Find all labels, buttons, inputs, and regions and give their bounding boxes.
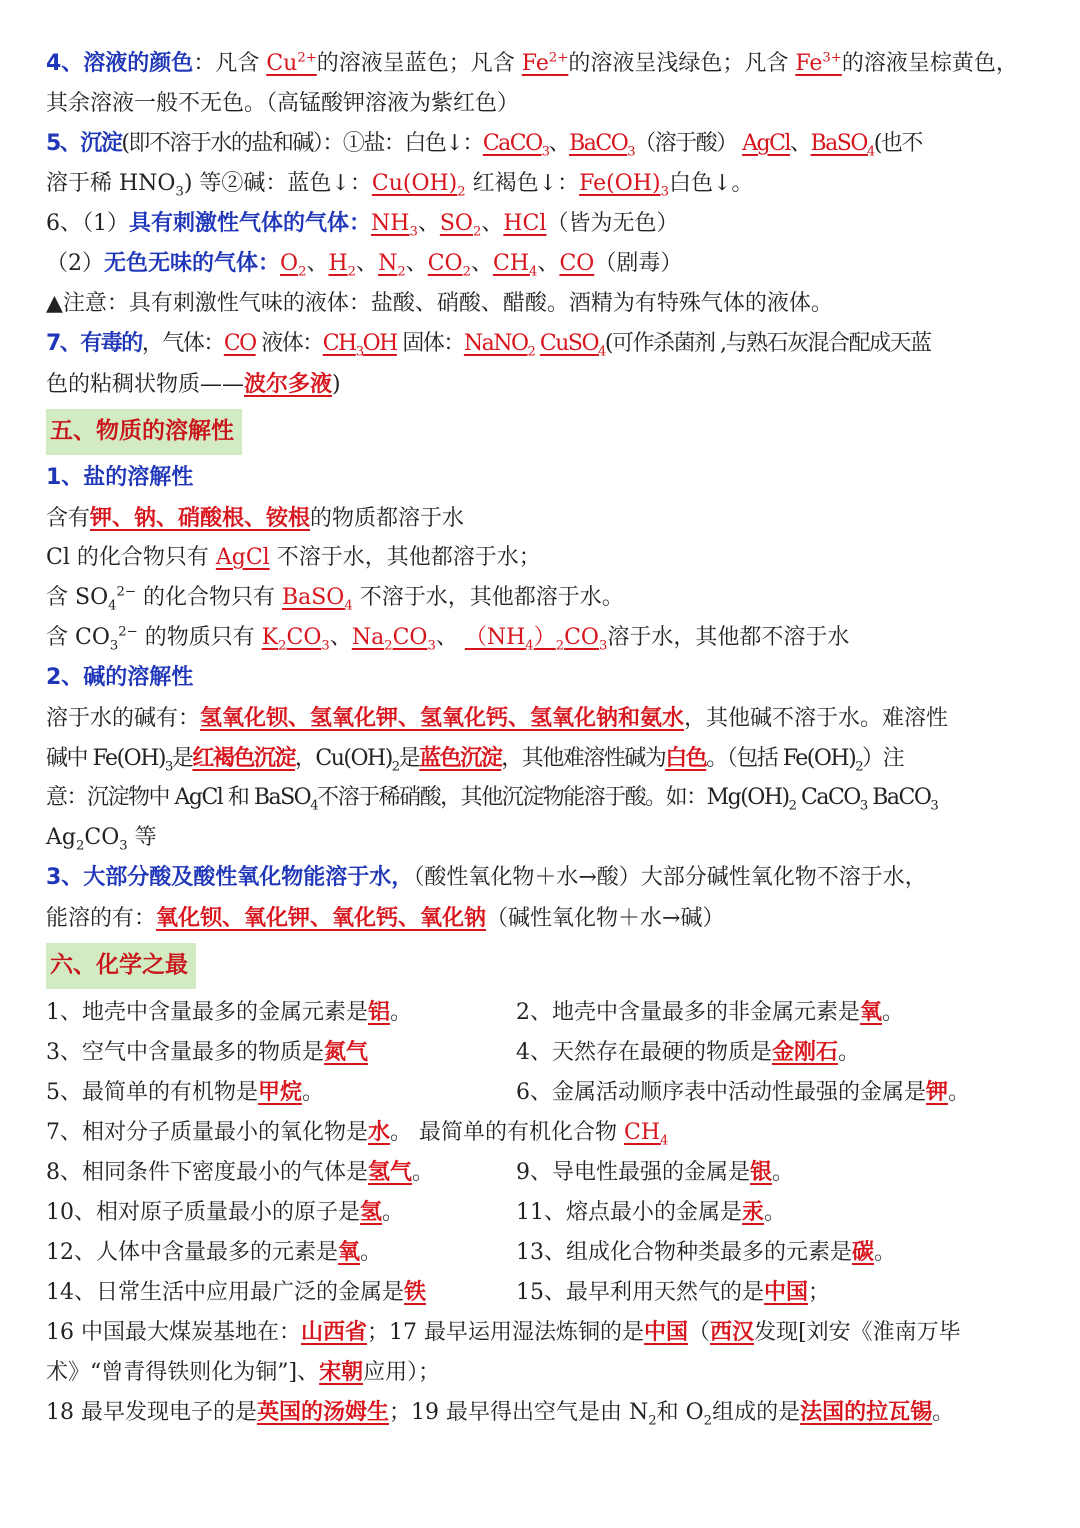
precipitate-line-2: 溶于稀 $HNO_3$) 等②碱：蓝色↓：$Cu(OH)_2$ 红褐色↓：$Fe(OH)_3$白色↓。 [46,171,754,200]
acid-line-2: 能溶的有：氧化钡、氧化钾、氧化钙、氧化钠（碱性氧化物＋水→碱） [46,905,725,931]
text: 的溶液呈棕黄色， [841,51,1018,76]
superlative-row: 18 最早发现电子的是英国的汤姆生；19 最早得出空气是由 $N_2$和 $O_2$组成的是法国的拉瓦锡。 [46,1399,955,1429]
solution-color-line-1 [46,44,1036,84]
section-title-solubility: 五、物质的溶解性 [46,406,1036,458]
formula-ch4: $CH_4$ [493,251,538,280]
formula-ch3oh: $CH_3OH$ [322,331,397,360]
formula-o2: $O_2$ [280,251,307,280]
formula-caco3: CaCO$_3$ [482,131,549,160]
salt-line-1: 含有钾、钠、硝酸根、铵根的物质都溶于水 [46,505,465,531]
answer-bordeaux: 波尔多液 [244,371,333,397]
solution-color-line-2: 其余溶液一般不无色。（高锰酸钾溶液为紫红色） [46,91,520,116]
answer: 甲烷 [258,1079,303,1105]
heading: 7、有毒的 [46,331,142,356]
answer: 金刚石 [772,1039,839,1065]
superlative-row: 14、日常生活中应用最广泛的金属是铁 15、最早利用天然气的是中国； [46,1279,831,1305]
answer: 氮气 [324,1039,369,1065]
formula-n2: $N_2$ [378,251,406,280]
text: 的溶液呈浅绿色；凡含 [568,51,796,76]
precipitate-line-1: 5、沉淀(即不溶于水的盐和碱）：①盐：白色↓：CaCO$_3$、BaCO$_3$（溶于酸） AgCl、BaSO$_4$(也不 [46,131,922,160]
superlative-row: 10、相对原子质量最小的原子是氢。 11、熔点最小的金属是汞。 [46,1199,787,1225]
answer: 中国 [764,1279,809,1305]
salt-line-2: Cl 的化合物只有 AgCl 不溶于水，其他都溶于水； [46,545,541,570]
formula-agcl: AgCl [215,545,270,570]
salt-line-3: 含 $SO_4^{2-}$ 的化合物只有 BaSO$_4$ 不溶于水，其他都溶于水。 [46,584,624,614]
answer-red-brown: 红褐色沉淀 [192,745,295,771]
toxic-line-2: 色的粘稠状物质——波尔多液) [46,371,341,397]
base-line-4: $Ag_2CO_3$ 等 [46,825,157,854]
formula-h2: $H_2$ [328,251,357,280]
superlative-row: 16 中国最大煤炭基地在：山西省；17 最早运用湿法炼铜的是中国（西汉发现[刘安《淮南万毕 [46,1319,961,1345]
gases-line-1: 6、（1）具有刺激性气体的气体：$NH_3$、$SO_2$、HCl（皆为无色） [46,211,679,240]
answer: 氢 [360,1199,383,1225]
heading: 无色无味的气体： [104,251,281,276]
section-title-chemistry-superlatives: 六、化学之最 [46,940,1036,992]
salt-line-4: 含 $CO_3^{2-}$ 的物质只有 $K_2CO_3$、$Na_2CO_3$、 $(NH_4)_2CO_3$溶于水，其他都不溶于水 [46,624,850,654]
note-line: ▲注意：具有刺激性气味的液体：盐酸、硝酸、醋酸。酒精为有特殊气体的液体。 [46,291,833,316]
superlative-row: 12、人体中含量最多的元素是氧。 13、组成化合物种类最多的元素是碳。 [46,1239,897,1265]
heading: 4、溶液的颜色 [46,51,194,76]
subheading-salt-solubility: 1、盐的溶解性 [46,465,194,490]
superlative-row: 5、最简单的有机物是甲烷。 6、金属活动顺序表中活动性最强的金属是钾。 [46,1079,971,1105]
gases-line-2: （2）无色无味的气体：$O_2$、$H_2$、$N_2$、$CO_2$、$CH_4$、CO（剧毒） [46,251,683,280]
answer: 西汉 [710,1319,755,1345]
answer: 中国 [644,1319,689,1345]
base-line-2: 碱中 $Fe(OH)_3$是红褐色沉淀，$Cu(OH)_2$是蓝色沉淀，其他难溶性碱为白色。（包括 $Fe(OH)_2$）注 [46,745,904,775]
answer: 铁 [404,1279,427,1305]
formula-baso4: BaSO$_4$ [810,131,874,160]
formula-cu: $Cu^{2+}$ [266,50,317,76]
formula-fe2: $Fe^{2+}$ [521,50,569,76]
answer: 银 [750,1159,773,1185]
formula-na2co3: $Na_2CO_3$ [351,625,436,654]
formula-co: CO [223,331,256,356]
answer: 水 [368,1119,391,1145]
text: ：凡含 [193,51,267,76]
answer: 法国的拉瓦锡 [800,1399,933,1425]
formula-feoh3: $Fe(OH)_3$ [579,171,669,200]
formula-fe3: $Fe^{3+}$ [795,50,842,76]
superlative-row: 3、空气中含量最多的物质是氮气 4、天然存在最硬的物质是金刚石。 [46,1039,861,1065]
answer-ions: 钾、钠、硝酸根、铵根 [90,505,311,531]
answer: 氧 [338,1239,361,1265]
formula-so2: $SO_2$ [439,211,482,240]
answer: 山西省 [301,1319,368,1345]
superlative-row: 8、相同条件下密度最小的气体是氢气。 9、导电性最强的金属是银。 [46,1159,795,1185]
formula-baso4: BaSO$_4$ [281,585,353,614]
text: (即不溶于水的盐和碱）：①盐：白色↓： [121,131,483,156]
superlative-row: 7、相对分子质量最小的氧化物是水。 最简单的有机化合物 $CH_4$ [46,1119,669,1149]
heading: 具有刺激性气体的气体： [129,211,372,236]
formula-nano2: NaNO$_2$ [463,331,535,360]
answer-oxides: 氧化钡、氧化钾、氧化钙、氧化钠 [156,905,487,931]
formula-agcl: AgCl [742,131,790,156]
superlative-row: 1、地壳中含量最多的金属元素是铝。 2、地壳中含量最多的非金属元素是氧。 [46,999,905,1025]
answer-white: 白色 [665,745,707,771]
answer: 宋朝 [319,1359,364,1385]
answer: 英国的汤姆生 [257,1399,390,1425]
heading: 3、大部分酸及酸性氧化物能溶于水， [46,865,414,890]
formula-cuoh2: $Cu(OH)_2$ [371,171,466,200]
answer: 钾 [926,1079,949,1105]
base-line-1: 溶于水的碱有：氢氧化钡、氢氧化钾、氢氧化钙、氢氧化钠和氨水，其他碱不溶于水。难溶性 [46,705,949,731]
formula-ch4: $CH_4$ [624,1120,669,1149]
formula-co: CO [559,251,595,276]
acid-line-1: 3、大部分酸及酸性氧化物能溶于水，（酸性氧化物＋水→酸）大部分碱性氧化物不溶于水， [46,865,927,890]
formula-co2: $CO_2$ [427,251,471,280]
answer-bases: 氢氧化钡、氢氧化钾、氢氧化钙、氢氧化钠和氨水 [200,705,685,731]
text: 的溶液呈蓝色；凡含 [316,51,522,76]
answer: 氧 [860,999,883,1025]
formula-k2co3: $K_2CO_3$ [261,625,330,654]
formula-hcl: HCl [503,211,547,236]
superlative-row: 术》“曾青得铁则化为铜”]、宋朝应用）； [46,1359,441,1385]
base-line-3: 意：沉淀物中 AgCl 和 BaSO$_4$不溶于稀硝酸，其他沉淀物能溶于酸。如：$Mg(OH)_2$ CaCO$_3$ BaCO$_3$ [46,785,938,814]
document-page [46,44,1036,1432]
answer: 汞 [742,1199,765,1225]
formula-nh3: $NH_3$ [371,211,418,240]
answer: 氢气 [368,1159,413,1185]
formula-baco3: BaCO$_3$ [569,131,635,160]
toxic-line-1: 7、有毒的，气体：CO 液体：$CH_3OH$ 固体：NaNO$_2$ CuSO$_4$(可作杀菌剂 ,与熟石灰混合配成天蓝 [46,331,931,360]
answer: 铝 [368,999,391,1025]
answer-blue: 蓝色沉淀 [419,745,502,771]
heading: 5、沉淀 [46,131,122,156]
formula-nh4-2co3: $(NH_4)_2CO_3$ [464,625,608,654]
subheading-base-solubility: 2、碱的溶解性 [46,665,194,690]
formula-cuso4: CuSO$_4$ [539,331,605,360]
answer: 碳 [852,1239,875,1265]
